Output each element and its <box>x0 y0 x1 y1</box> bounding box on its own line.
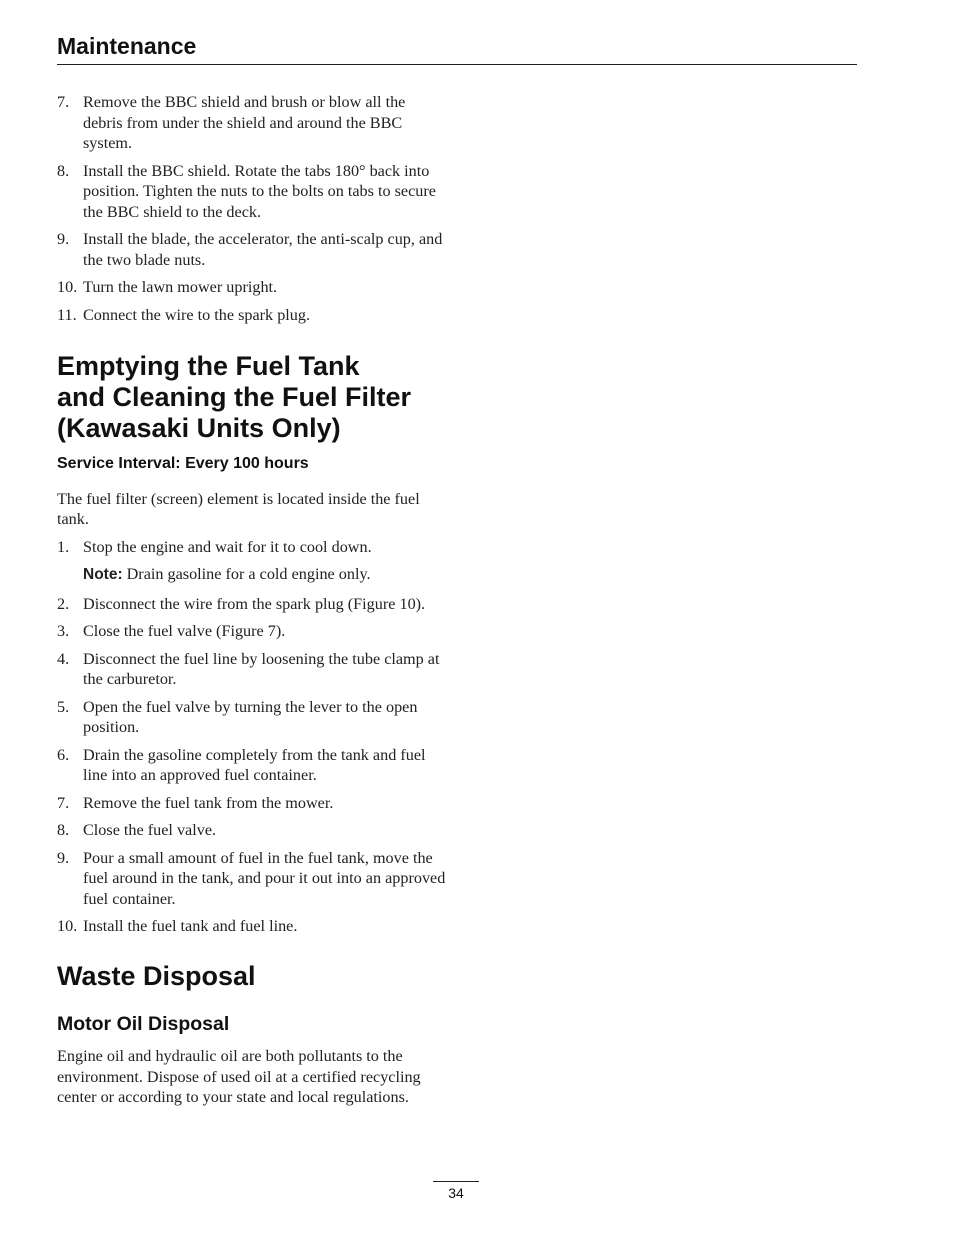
list-item: 4. Disconnect the fuel line by loosening the tube clamp at the carburetor. <box>57 649 440 688</box>
main-column <box>57 92 447 1115</box>
section-header: Maintenance <box>57 33 197 59</box>
list-item: 8. Close the fuel valve. <box>57 821 217 839</box>
service-interval: Service Interval: Every 100 hours <box>57 455 309 472</box>
continued-steps-list <box>57 92 447 325</box>
list-item: 7. Remove the BBC shield and brush or blow all the debris from under the shield and around the BBC system. <box>57 93 406 152</box>
header-rule <box>57 64 857 65</box>
list-item: 1. Stop the engine and wait for it to cool down. <box>57 537 372 556</box>
list-item: 5. Open the fuel valve by turning the lever to the open position. <box>57 697 418 736</box>
fuel-steps-list <box>57 537 447 558</box>
note <box>57 564 447 586</box>
fuel-steps-list-continued <box>57 594 447 937</box>
waste-section-title: Waste Disposal <box>57 960 256 991</box>
list-item: 11. Connect the wire to the spark plug. <box>57 305 311 324</box>
note-label: Note: <box>83 566 123 583</box>
list-item: 7. Remove the fuel tank from the mower. <box>57 793 334 812</box>
page-number: 34 <box>433 1181 479 1201</box>
list-item: 2. Disconnect the wire from the spark plug (Figure 10). <box>57 594 426 613</box>
list-item: 3. Close the fuel valve (Figure 7). <box>57 622 286 640</box>
list-item: 9. Pour a small amount of fuel in the fuel tank, move the fuel around in the tank, and pour it out into an approved fuel container. <box>57 848 446 908</box>
list-item: 10. Turn the lawn mower upright. <box>57 278 278 296</box>
list-item: 10. Install the fuel tank and fuel line. <box>57 917 298 935</box>
fuel-section-title: Emptying the Fuel Tank and Cleaning the Fuel Filter (Kawasaki Units Only) <box>57 351 412 443</box>
fuel-intro-paragraph: The fuel filter (screen) element is located inside the fuel tank. <box>57 489 420 528</box>
note-text: Drain gasoline for a cold engine only. <box>126 565 371 583</box>
list-item: 8. Install the BBC shield. Rotate the tabs 180° back into position. Tighten the nuts to the bolts on tabs to secure the BBC shield to the deck. <box>57 161 436 221</box>
motor-oil-subtitle: Motor Oil Disposal <box>57 1012 230 1035</box>
list-item: 6. Drain the gasoline completely from the tank and fuel line into an approved fuel container. <box>57 745 426 784</box>
list-item: 9. Install the blade, the accelerator, the anti-scalp cup, and the two blade nuts. <box>57 230 443 269</box>
motor-oil-paragraph: Engine oil and hydraulic oil are both pollutants to the environment. Dispose of used oil at a certified recycling center or according to your state and local regulations. <box>57 1047 421 1106</box>
